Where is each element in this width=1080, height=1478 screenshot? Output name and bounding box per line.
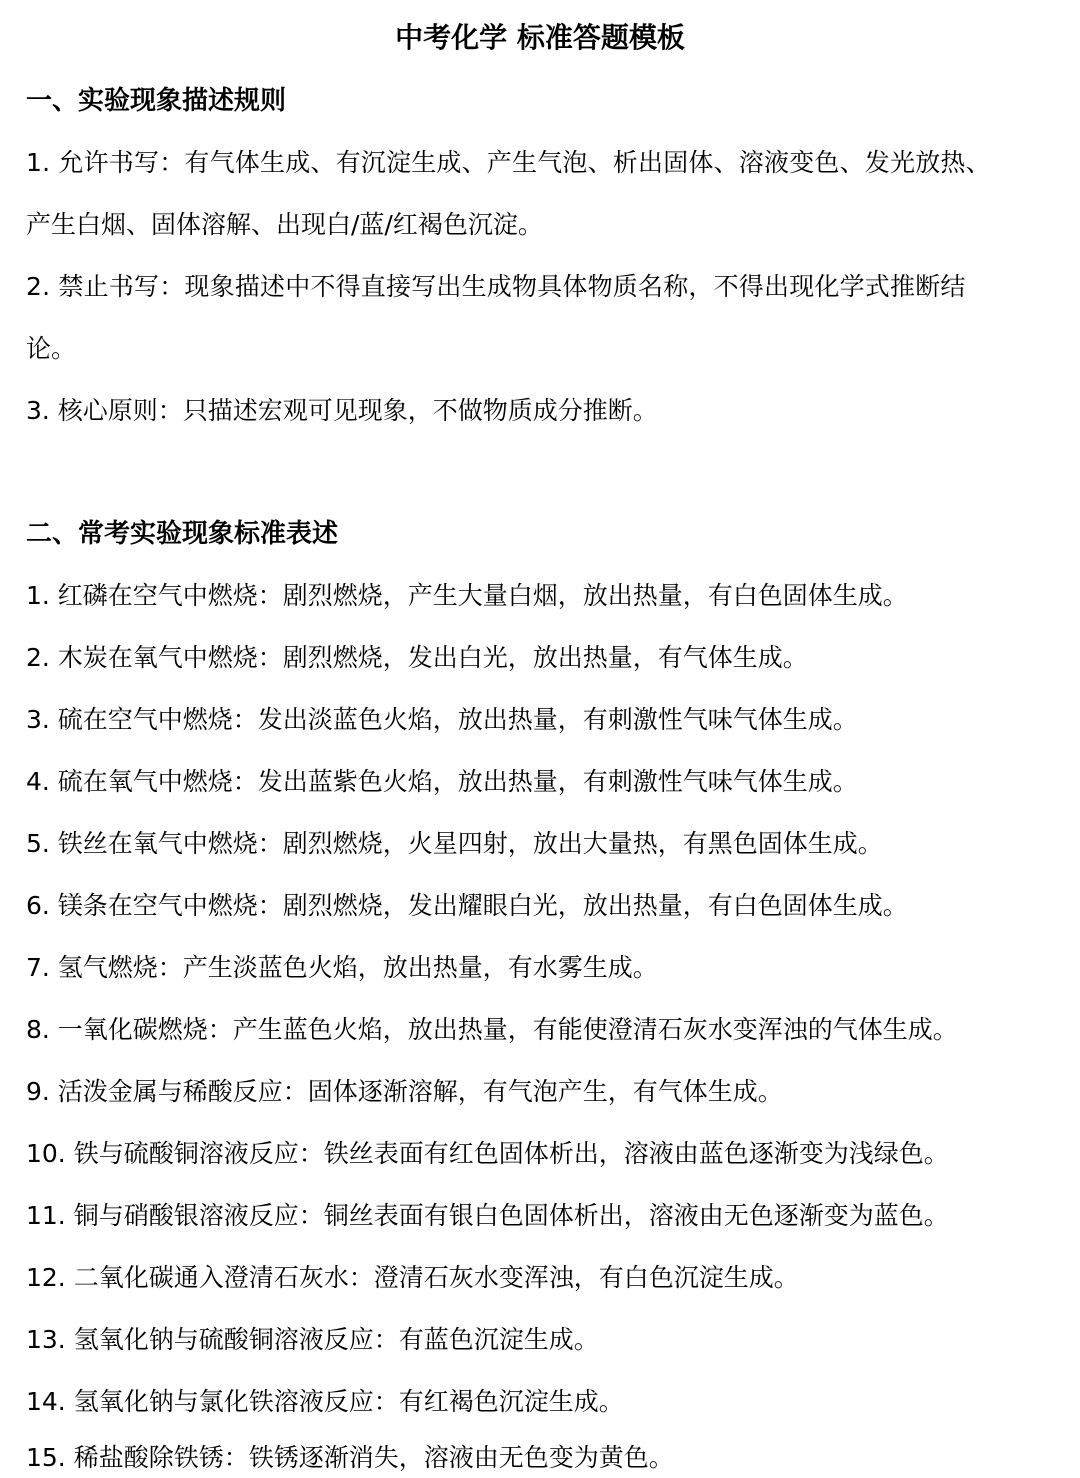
rule-line-2: 产生白烟、固体溶解、出现白/蓝/红褐色沉淀。 <box>26 210 543 239</box>
rule-line-5: 3. 核心原则：只描述宏观可见现象，不做物质成分推断。 <box>26 396 658 425</box>
phenomenon-item-15: 15. 稀盐酸除铁锈：铁锈逐渐消失，溶液由无色变为黄色。 <box>26 1443 674 1472</box>
phenomenon-item-10: 10. 铁与硫酸铜溶液反应：铁丝表面有红色固体析出，溶液由蓝色逐渐变为浅绿色。 <box>26 1139 949 1168</box>
phenomenon-item-12: 12. 二氧化碳通入澄清石灰水：澄清石灰水变浑浊，有白色沉淀生成。 <box>26 1263 799 1292</box>
phenomenon-item-5: 5. 铁丝在氧气中燃烧：剧烈燃烧，火星四射，放出大量热，有黑色固体生成。 <box>26 829 883 858</box>
phenomenon-item-4: 4. 硫在氧气中燃烧：发出蓝紫色火焰，放出热量，有刺激性气味气体生成。 <box>26 767 858 796</box>
phenomenon-item-3: 3. 硫在空气中燃烧：发出淡蓝色火焰，放出热量，有刺激性气味气体生成。 <box>26 705 858 734</box>
phenomenon-item-6: 6. 镁条在空气中燃烧：剧烈燃烧，发出耀眼白光，放出热量，有白色固体生成。 <box>26 891 908 920</box>
section-heading-phenomena: 二、常考实验现象标准表述 <box>26 519 339 549</box>
rule-line-4: 论。 <box>26 334 77 363</box>
phenomenon-item-11: 11. 铜与硝酸银溶液反应：铜丝表面有银白色固体析出，溶液由无色逐渐变为蓝色。 <box>26 1201 949 1230</box>
rule-line-1: 1. 允许书写：有气体生成、有沉淀生成、产生气泡、析出固体、溶液变色、发光放热、 <box>26 148 991 177</box>
phenomenon-item-8: 8. 一氧化碳燃烧：产生蓝色火焰，放出热量，有能使澄清石灰水变浑浊的气体生成。 <box>26 1015 958 1044</box>
phenomenon-item-9: 9. 活泼金属与稀酸反应：固体逐渐溶解，有气泡产生，有气体生成。 <box>26 1077 783 1106</box>
rule-line-3: 2. 禁止书写：现象描述中不得直接写出生成物具体物质名称，不得出现化学式推断结 <box>26 272 966 301</box>
phenomenon-item-13: 13. 氢氧化钠与硫酸铜溶液反应：有蓝色沉淀生成。 <box>26 1325 599 1354</box>
page-title: 中考化学 标准答题模板 <box>395 21 685 54</box>
section-heading-rules: 一、实验现象描述规则 <box>26 86 287 116</box>
phenomenon-item-14: 14. 氢氧化钠与氯化铁溶液反应：有红褐色沉淀生成。 <box>26 1387 624 1416</box>
phenomenon-item-1: 1. 红磷在空气中燃烧：剧烈燃烧，产生大量白烟，放出热量，有白色固体生成。 <box>26 581 908 610</box>
phenomenon-item-2: 2. 木炭在氧气中燃烧：剧烈燃烧，发出白光，放出热量，有气体生成。 <box>26 643 808 672</box>
phenomenon-item-7: 7. 氢气燃烧：产生淡蓝色火焰，放出热量，有水雾生成。 <box>26 953 658 982</box>
